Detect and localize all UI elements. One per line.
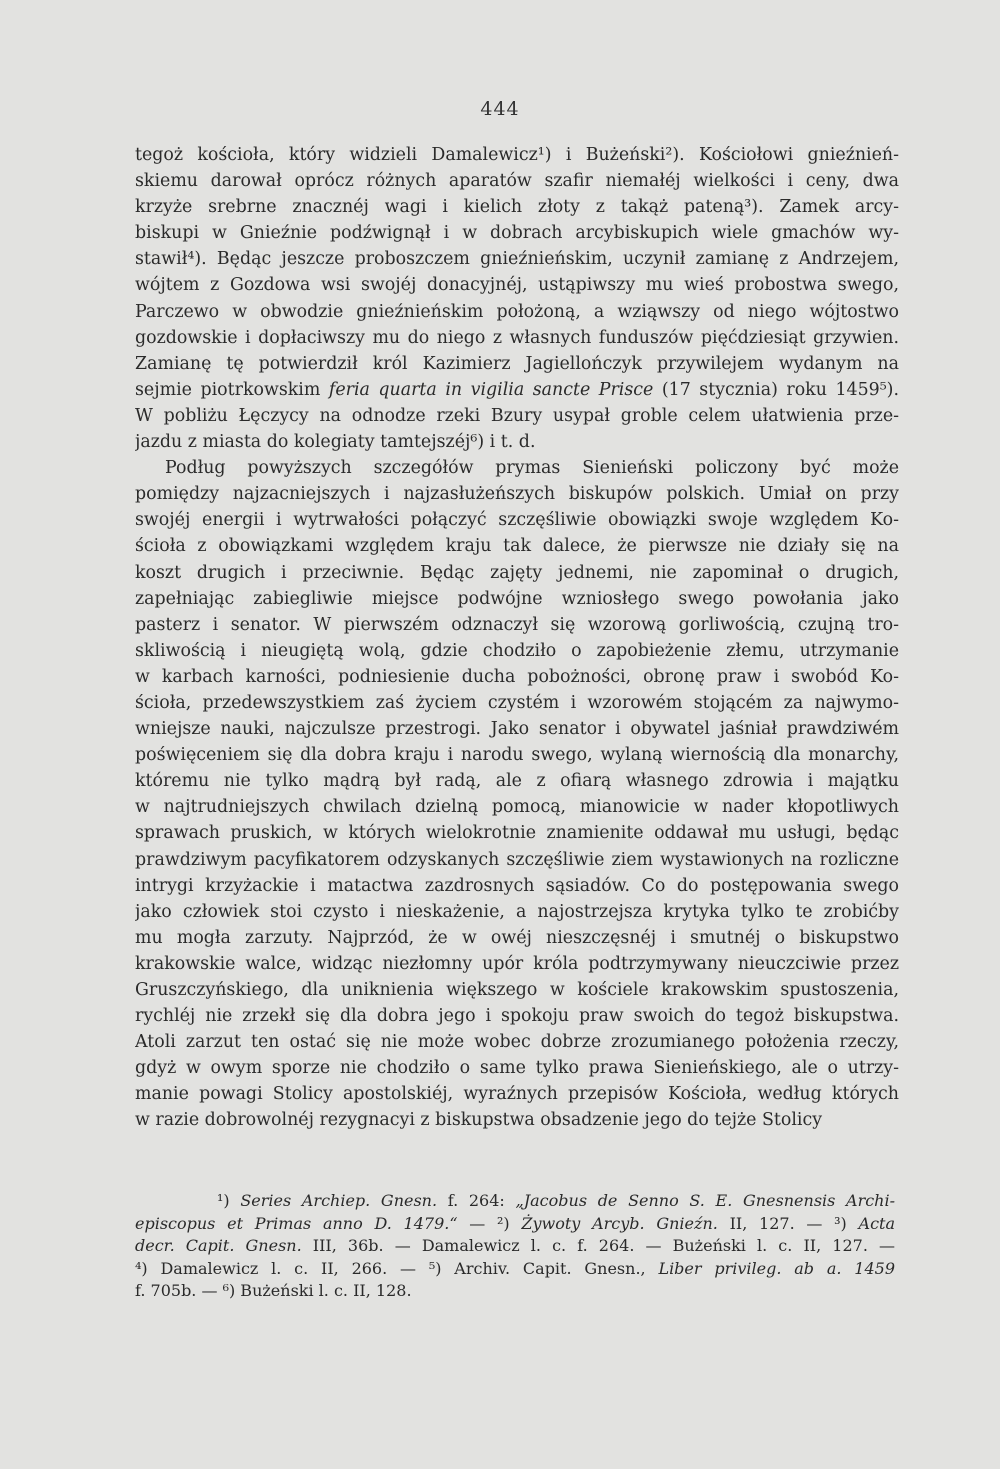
- text-line: pomiędzy najzacniejszych i najzasłużeńszych biskupów polskich. Umiał on przy: [135, 484, 899, 505]
- text-line: Podług powyższych szczegółów prymas Sienieński policzony być może: [165, 458, 899, 479]
- text-line: W pobliżu Łęczycy na odnodze rzeki Bzury usypał groble celem ułatwienia prze-: [135, 405, 899, 426]
- text-line: gozdowskie i dopłaciwszy mu do niego z własnych funduszów pięćdziesiąt grzywien.: [135, 327, 899, 348]
- footnote-line: ⁴) Damalewicz l. c. II, 266. — ⁵) Archiv. Capit. Gnesn., Liber privileg. ab a. 1459: [135, 1258, 895, 1278]
- text-line: gdyż w owym sporze nie chodziło o same tylko prawa Sienieńskiego, ale o utrzy-: [135, 1058, 899, 1079]
- text-line: intrygi krzyżackie i matactwa zazdrosnych sąsiadów. Co do postępowania swego: [135, 875, 899, 896]
- text-line: stawił⁴). Będąc jeszcze proboszczem gnieźnieńskim, uczynił zamianę z Andrzejem,: [135, 249, 899, 270]
- main-text: [135, 142, 899, 1134]
- text-line: ścioła z obowiązkami względem kraju tak dalece, że pierwsze nie działy się na: [135, 536, 899, 557]
- text-line: rychléj nie zrzekł się dla dobra jego i spokoju praw swoich do tegoż biskupstwa.: [135, 1006, 899, 1027]
- text-line: w karbach karności, podniesienie ducha pobożności, obronę praw i swobód Ko-: [135, 666, 899, 687]
- text-line: mu mogła zarzuty. Najprzód, że w owéj nieszczęsnéj i smutnéj o biskupstwo: [135, 927, 899, 948]
- text-line: wniejsze nauki, najczulsze przestrogi. Jako senator i obywatel jaśniał prawdziwém: [135, 719, 899, 740]
- page-number: 444: [480, 98, 520, 120]
- text-line: skliwością i nieugiętą wolą, gdzie chodziło o zapobieżenie złemu, utrzymanie: [135, 640, 899, 661]
- text-line: któremu nie tylko mądrą był radą, ale z ofiarą własnego zdrowia i majątku: [135, 771, 899, 792]
- text-line: wójtem z Gozdowa wsi swojéj donacyjnéj, ustąpiwszy mu wieś probostwa swego,: [135, 275, 899, 296]
- text-line: ścioła, przedewszystkiem zaś życiem czystém i wzorowém stojącém za najwymo-: [135, 692, 899, 713]
- text-line: prawdziwym pacyfikatorem odzyskanych szczęśliwie ziem wystawionych na rozliczne: [135, 849, 899, 870]
- footnote-line: decr. Capit. Gnesn. III, 36b. — Damalewicz l. c. f. 264. — Bużeński l. c. II, 127. —: [135, 1236, 895, 1255]
- text-line: krzyże srebrne znacznéj wagi i kielich złoty z takąż pateną³). Zamek arcy-: [135, 197, 899, 218]
- text-line: skiemu darował oprócz różnych aparatów szafir niemałéj wielkości i ceny, dwa: [135, 171, 899, 192]
- text-line: sprawach pruskich, w których wielokrotnie znamienite oddawał mu usługi, będąc: [135, 823, 899, 844]
- text-line: zapełniając zabiegliwie miejsce podwójne wzniosłego swego powołania jako: [135, 588, 899, 609]
- text-line: Parczewo w obwodzie gnieźnieńskim położoną, a wziąwszy od niego wójtostwo: [135, 301, 899, 322]
- text-line: manie powagi Stolicy apostolskiéj, wyraźnych przepisów Kościoła, według których: [135, 1084, 899, 1105]
- text-line: Zamianę tę potwierdził król Kazimierz Jagiellończyk przywilejem wydanym na: [135, 353, 899, 374]
- text-line: Atoli zarzut ten ostać się nie może wobec dobrze zrozumianego położenia rzeczy,: [135, 1032, 899, 1053]
- text-line: jako człowiek stoi czysto i nieskażenie, a najostrzejsza krytyka tylko te zrobićby: [135, 901, 899, 922]
- text-line: swojéj energii i wytrwałości połączyć szczęśliwie obowiązki swoje względem Ko-: [135, 510, 899, 531]
- text-line: tegoż kościoła, który widzieli Damalewicz¹) i Bużeński²). Kościołowi gnieźnień-: [135, 145, 899, 165]
- footnote-line: ¹) Series Archiep. Gnesn. f. 264: „Jacobus de Senno S. E. Gnesnensis Archi-: [217, 1191, 895, 1210]
- footnote-line: episcopus et Primas anno D. 1479.“ — ²) Żywoty Arcyb. Gnieźn. II, 127. — ³) Acta: [135, 1213, 895, 1233]
- text-line: koszt drugich i przeciwnie. Będąc zajęty jednemi, nie zapominał o drugich,: [135, 562, 899, 583]
- text-line: jazdu z miasta do kolegiaty tamtejszéj⁶) i t. d.: [135, 432, 536, 453]
- text-line: krakowskie walce, widząc niezłomny upór króla podtrzymywany nieuczciwie przez: [135, 953, 899, 974]
- text-line: Gruszczyńskiego, dla uniknienia większego w kościele krakowskim spustoszenia,: [135, 980, 899, 1000]
- footnote-line: f. 705b. — ⁶) Bużeński l. c. II, 128.: [135, 1281, 412, 1300]
- text-line: sejmie piotrkowskim feria quarta in vigilia sancte Prisce (17 stycznia) roku 1459⁵).: [135, 379, 899, 400]
- text-line: pasterz i senator. W pierwszém odznaczył się wzorową gorliwością, czujną tro-: [135, 614, 899, 635]
- text-line: w najtrudniejszych chwilach dzielną pomocą, mianowicie w nader kłopotliwych: [135, 797, 899, 818]
- footnotes: [135, 1190, 895, 1303]
- text-line: w razie dobrowolnéj rezygnacyi z biskupstwa obsadzenie jego do tejże Stolicy: [135, 1110, 823, 1131]
- text-line: biskupi w Gnieźnie podźwignął i w dobrach arcybiskupich wiele gmachów wy-: [135, 223, 899, 244]
- text-line: poświęceniem się dla dobra kraju i narodu swego, wylaną wiernością dla monarchy,: [135, 745, 899, 766]
